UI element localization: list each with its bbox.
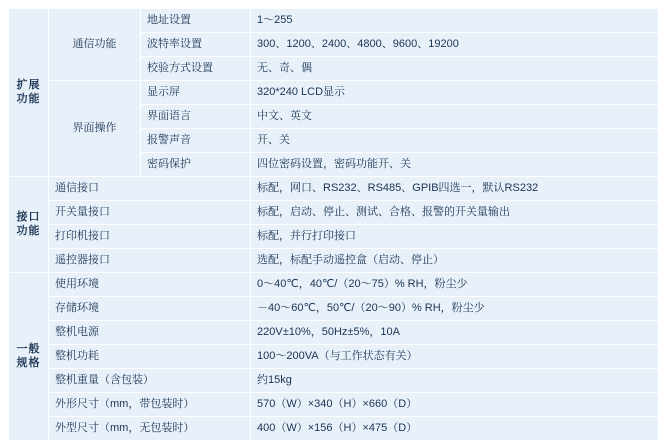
item-value: 标配，并行打印接口 [251,225,659,249]
item-label: 开关量接口 [49,201,251,225]
item-value: 400（W）×156（H）×475（D） [251,417,659,441]
item-value: 无、奇、偶 [251,57,659,81]
item-label: 通信接口 [49,177,251,201]
item-value: 100～200VA（与工作状态有关） [251,345,659,369]
item-label: 密码保护 [141,153,251,177]
item-label: 界面语言 [141,105,251,129]
item-value: 300、1200、2400、4800、9600、19200 [251,33,659,57]
item-label: 遥控器接口 [49,249,251,273]
table-row [9,249,659,273]
table-row [9,321,659,345]
item-label: 外型尺寸（mm，无包装时） [49,417,251,441]
item-value: 选配，标配手动遥控盒（启动、停止） [251,249,659,273]
item-label: 报警声音 [141,129,251,153]
item-label: 校验方式设置 [141,57,251,81]
table-row [9,9,659,33]
item-label: 使用环境 [49,273,251,297]
category-cell-interface [9,177,49,273]
table-row [9,417,659,441]
item-label: 整机电源 [49,321,251,345]
item-label: 整机功耗 [49,345,251,369]
category-cell-expansion [9,9,49,177]
table-row [9,201,659,225]
item-value: 1～255 [251,9,659,33]
group-label: 通信功能 [72,37,117,50]
item-label: 存储环境 [49,297,251,321]
item-label: 地址设置 [141,9,251,33]
category-cell-general [9,273,49,441]
table-row [9,345,659,369]
item-value: 标配，网口、RS232、RS485、GPIB四选一，默认RS232 [251,177,659,201]
item-value: 标配，启动、停止、测试、合格、报警的开关量输出 [251,201,659,225]
item-value: 四位密码设置，密码功能开、关 [251,153,659,177]
item-value: 中文、英文 [251,105,659,129]
table-row [9,81,659,105]
category-label: 接口功能 [16,211,41,237]
item-label: 打印机接口 [49,225,251,249]
item-value: 220V±10%，50Hz±5%，10A [251,321,659,345]
table-row [9,177,659,201]
table-row [9,369,659,393]
table-row [9,273,659,297]
item-label: 外形尺寸（mm，带包装时） [49,393,251,417]
category-label: 一般规格 [16,343,41,369]
group-label: 界面操作 [72,121,117,134]
category-label: 扩展功能 [16,79,41,105]
item-value: －40～60℃，50℃/（20～90）% RH，粉尘少 [251,297,659,321]
item-label: 波特率设置 [141,33,251,57]
item-value: 开、关 [251,129,659,153]
item-value: 0～40℃，40℃/（20～75）% RH，粉尘少 [251,273,659,297]
group-cell-interface-operation [49,81,141,177]
specification-table [8,8,659,441]
item-label: 整机重量（含包装） [49,369,251,393]
table-row [9,393,659,417]
item-label: 显示屏 [141,81,251,105]
item-value: 320*240 LCD显示 [251,81,659,105]
group-cell-communication [49,9,141,81]
table-row [9,225,659,249]
item-value: 约15kg [251,369,659,393]
table-row [9,297,659,321]
item-value: 570（W）×340（H）×660（D） [251,393,659,417]
